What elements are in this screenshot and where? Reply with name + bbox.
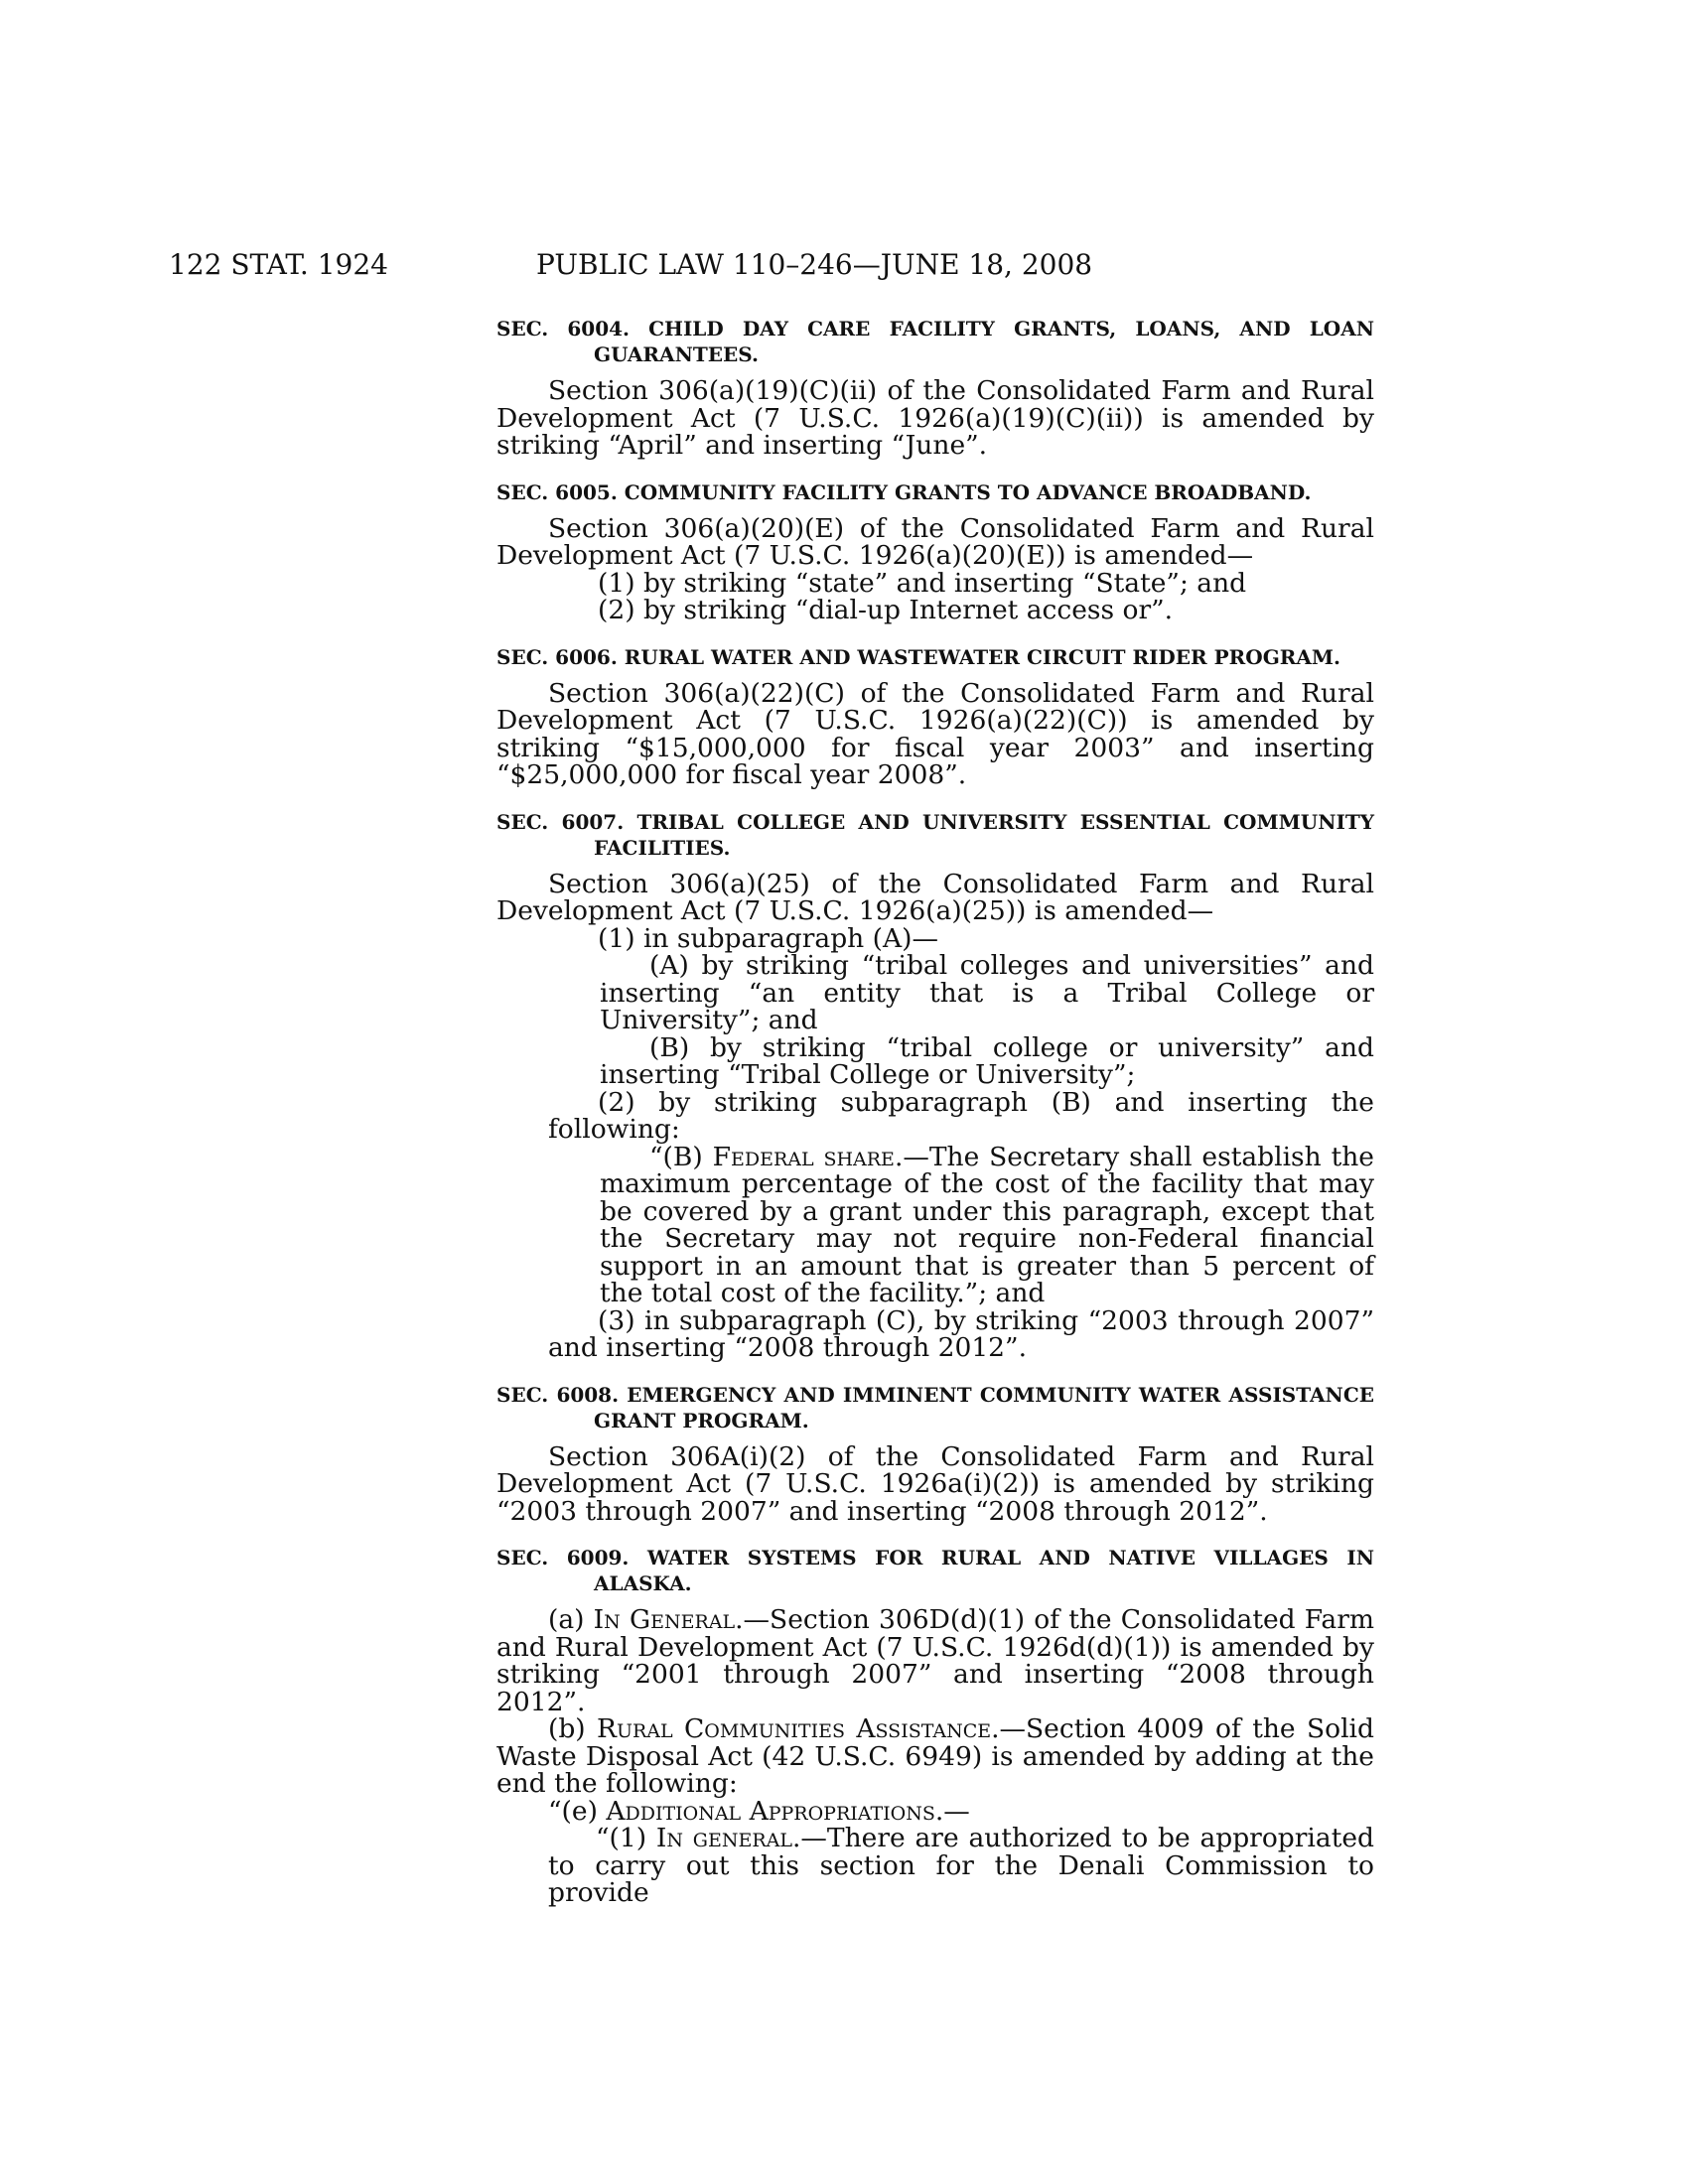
section-paragraph: Section 306(a)(19)(C)(ii) of the Consolidated Farm and Rural Development Act (7 U.S.C. 1926(a)(19)(C)(ii)) is amended by striking “April” and inserting “June”. (496, 375, 1374, 461)
page-stat-number: 122 STAT. 1924 (169, 248, 388, 281)
quoted-subparagraph (496, 1141, 1374, 1308)
public-law-title: PUBLIC LAW 110–246—JUNE 18, 2008 (536, 248, 1093, 281)
subparagraph-item: (B) by striking “tribal college or university” and inserting “Tribal College or University”; (600, 1031, 1374, 1090)
document-body (496, 316, 1374, 1907)
section-heading: SEC. 6004. CHILD DAY CARE FACILITY GRANTS, LOANS, AND LOAN GUARANTEES. (496, 317, 1374, 366)
quoted-subsection-e (496, 1795, 1374, 1827)
subsection-text: .—Section 306D(d)(1) of the Consolidated Farm and Rural Development Act (7 U.S.C. 1926d(d)(1)) is amended by striking “2001 through 2007” and inserting “2008 through 2012”. (496, 1604, 1374, 1717)
running-header (0, 248, 1688, 288)
section-paragraph: Section 306(a)(22)(C) of the Consolidated Farm and Rural Development Act (7 U.S.C. 1926(a)(22)(C)) is amended by striking “$15,000,000 for fiscal year 2003” and inserting “$25,000,000 for fiscal year 2008”. (496, 677, 1374, 790)
paragraph-item: (2) by striking “dial-up Internet access or”. (598, 595, 1174, 625)
section-heading: SEC. 6009. WATER SYSTEMS FOR RURAL AND NATIVE VILLAGES IN ALASKA. (496, 1546, 1374, 1595)
section-paragraph: Section 306(a)(20)(E) of the Consolidated Farm and Rural Development Act (7 U.S.C. 1926(a)(20)(E)) is amended— (496, 512, 1374, 571)
section-heading: SEC. 6005. COMMUNITY FACILITY GRANTS TO ADVANCE BROADBAND. (496, 479, 1312, 504)
quote-heading: Federal share (712, 1141, 895, 1172)
quote-text: .—There are authorized to be appropriated to carry out this section for the Denali Commission to provide (548, 1823, 1374, 1908)
subsection-label: (b) (548, 1713, 598, 1744)
subsection-heading: In General (593, 1604, 736, 1635)
section-heading: SEC. 6007. TRIBAL COLLEGE AND UNIVERSITY ESSENTIAL COMMUNITY FACILITIES. (496, 809, 1374, 860)
section-paragraph: Section 306(a)(25) of the Consolidated Farm and Rural Development Act (7 U.S.C. 1926(a)(25)) is amended— (496, 868, 1374, 926)
quote-text: .— (934, 1795, 970, 1827)
quote-heading: Additional Appropriations (606, 1795, 935, 1827)
quote-heading: In general (655, 1823, 792, 1853)
quote-label: “(1) (596, 1823, 656, 1853)
quote-label: “(e) (548, 1795, 607, 1827)
section-heading: SEC. 6008. EMERGENCY AND IMMINENT COMMUNITY WATER ASSISTANCE GRANT PROGRAM. (496, 1382, 1374, 1433)
section-paragraph: Section 306A(i)(2) of the Consolidated Farm and Rural Development Act (7 U.S.C. 1926a(i)(2)) is amended by striking “2003 through 2007” and inserting “2008 through 2012”. (496, 1440, 1374, 1527)
subsection-text: .—Section 4009 of the Solid Waste Disposal Act (42 U.S.C. 6949) is amended by adding at the end the following: (496, 1713, 1374, 1799)
section-heading: SEC. 6006. RURAL WATER AND WASTEWATER CIRCUIT RIDER PROGRAM. (496, 644, 1341, 669)
subsection-a (496, 1606, 1374, 1715)
quote-label: “(B) (649, 1141, 713, 1172)
paragraph-item: (1) by striking “state” and inserting “State”; and (598, 567, 1247, 599)
subsection-label: (a) (548, 1604, 594, 1635)
paragraph-item: (2) by striking subparagraph (B) and inserting the following: (548, 1086, 1374, 1145)
quoted-paragraph-1 (496, 1825, 1374, 1907)
paragraph-item: (3) in subparagraph (C), by striking “2003 through 2007” and inserting “2008 through 2012”. (548, 1304, 1374, 1363)
paragraph-item: (1) in subparagraph (A)— (598, 922, 938, 954)
subsection-heading: Rural Communities Assistance (597, 1713, 992, 1744)
subsection-b (496, 1715, 1374, 1798)
subparagraph-item: (A) by striking “tribal colleges and universities” and inserting “an entity that is a Tribal College or University”; and (600, 950, 1374, 1035)
quote-text: .—The Secretary shall establish the maximum percentage of the cost of the facility that may be covered by a grant under this paragraph, except that the Secretary may not require non-Federal financial support in an amount that is greater than 5 percent of the total cost of the facility.”; and (600, 1141, 1374, 1308)
